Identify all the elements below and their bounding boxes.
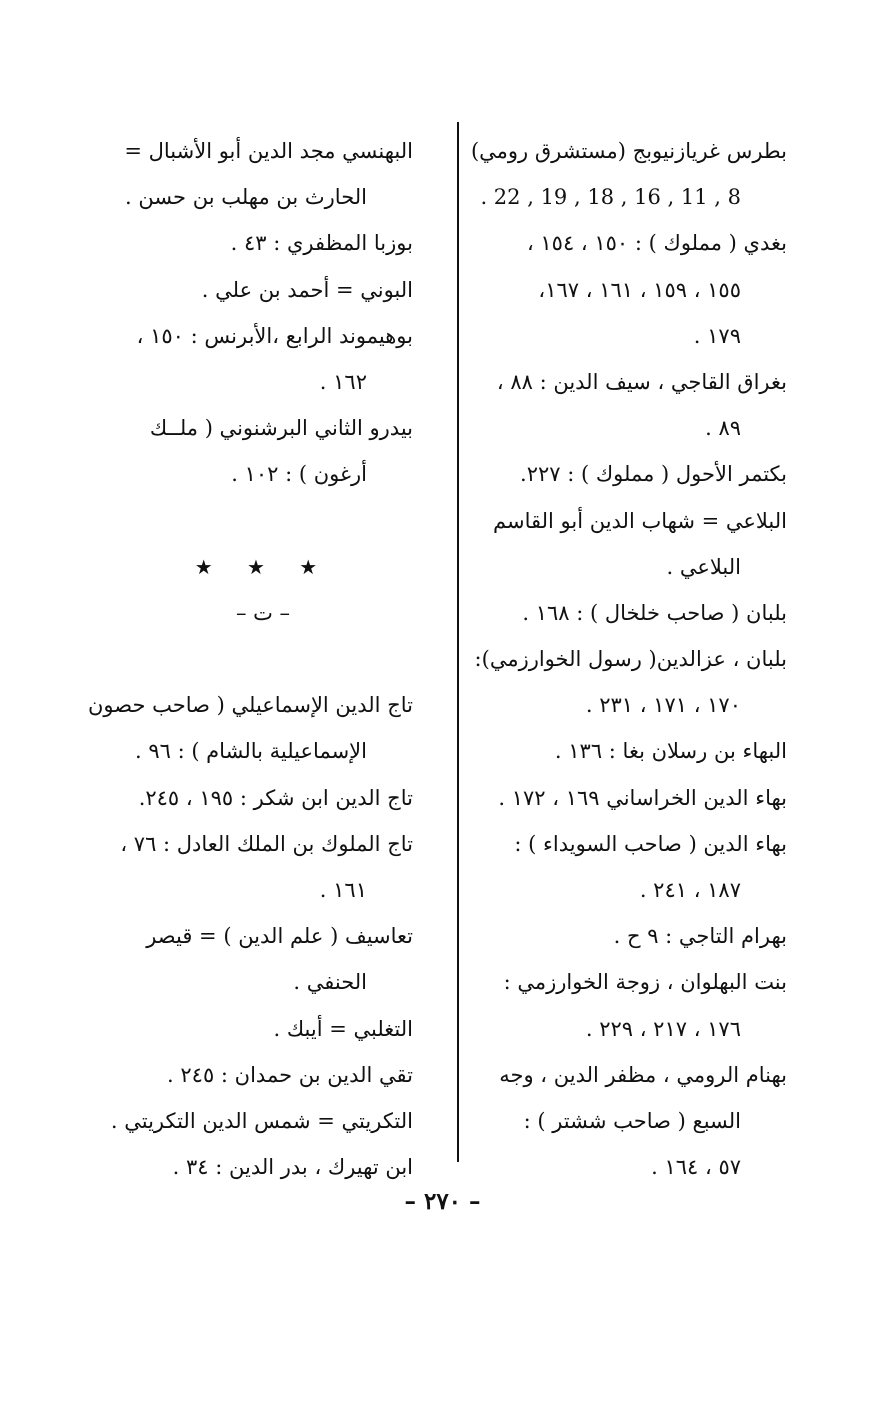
index-entry-line: ١٧٠ ، ١٧١ ، ٢٣١ . bbox=[585, 693, 741, 718]
index-entry-line: تعاسيف ( علم الدين ) = قيصر bbox=[146, 924, 413, 949]
blank-line bbox=[113, 498, 413, 544]
index-entry-line: ٥٧ ، ١٦٤ . bbox=[651, 1155, 741, 1180]
index-entry-line: ١٥٥ ، ١٥٩ ، ١٦١ ، ١٦٧، bbox=[538, 277, 741, 302]
index-entry-line: البوني = أحمد بن علي . bbox=[201, 277, 413, 302]
index-entry-line: بلبان ، عزالدين( رسول الخوارزمي): bbox=[474, 647, 787, 672]
index-entry-line: ١٦٢ . bbox=[319, 369, 367, 394]
index-entry-line: السبع ( صاحب ششتر ) : bbox=[523, 1108, 741, 1133]
index-entry-line: الحارث بن مهلب بن حسن . bbox=[124, 185, 367, 210]
index-entry-line: تقي الدين بن حمدان : ٢٤٥ . bbox=[167, 1062, 413, 1087]
index-entry-line: ١٨٧ ، ٢٤١ . bbox=[639, 878, 741, 902]
index-entry-line: بكتمر الأحول ( مملوك ) : ٢٢٧. bbox=[520, 462, 787, 487]
index-entry-line: الإسماعيلية بالشام ) : ٩٦ . bbox=[134, 739, 367, 764]
index-entry-line: البهنسي مجد الدين أبو الأشبال = bbox=[124, 139, 413, 163]
index-entry-line: بغراق القاجي ، سيف الدين : ٨٨ ، bbox=[496, 369, 787, 394]
page-number: – ٢٧٠ – bbox=[404, 1188, 481, 1215]
index-entry-line: بهاء الدين ( صاحب السويداء ) : bbox=[514, 831, 787, 856]
index-entry-line: ١٧٩ . bbox=[693, 323, 741, 348]
index-entry-line: بهاء الدين الخراساني ١٦٩ ، ١٧٢ . bbox=[498, 785, 787, 810]
index-entry-line: بهنام الرومي ، مظفر الدين ، وجه bbox=[499, 1062, 787, 1087]
index-entry-line: تاج الملوك بن الملك العادل : ٧٦ ، bbox=[120, 831, 413, 856]
index-entry-line: 8 , 11 , 16 , 18 , 19 , 22 . bbox=[480, 185, 741, 210]
index-entry-line: بهرام التاجي : ٩ ح . bbox=[613, 924, 787, 949]
index-entry-line: البهاء بن رسلان بغا : ١٣٦ . bbox=[554, 739, 787, 764]
index-column-right bbox=[452, 128, 787, 1180]
index-entry-line: البلاعي . bbox=[666, 554, 741, 579]
index-entry-line: بغدي ( مملوك ) : ١٥٠ ، ١٥٤ ، bbox=[526, 231, 787, 256]
index-entry-line: التكريتي = شمس الدين التكريتي . bbox=[110, 1108, 413, 1133]
index-entry-line: بنت البهلوان ، زوجة الخوارزمي : bbox=[503, 970, 787, 995]
index-entry-line: بوهيموند الرابع ،الأبرنس : ١٥٠ ، bbox=[136, 323, 413, 348]
index-entry-line: تاج الدين ابن شكر : ١٩٥ ، ٢٤٥. bbox=[138, 785, 413, 810]
section-ornament: ★ ★ ★ bbox=[194, 554, 332, 579]
index-entry-line: ابن تهيرك ، بدر الدين : ٣٤ . bbox=[172, 1155, 413, 1180]
index-entry-line: أرغون ) : ١٠٢ . bbox=[231, 462, 367, 487]
index-entry-line: ١٧٦ ، ٢١٧ ، ٢٢٩ . bbox=[585, 1016, 741, 1041]
index-entry-line: ٨٩ . bbox=[705, 416, 741, 441]
index-entry-line: تاج الدين الإسماعيلي ( صاحب حصون bbox=[87, 693, 413, 718]
blank-line bbox=[113, 636, 413, 682]
index-entry-line: بلبان ( صاحب خلخال ) : ١٦٨ . bbox=[522, 600, 787, 625]
index-column-left bbox=[87, 128, 413, 1180]
index-entry-line: ١٦١ . bbox=[319, 878, 367, 902]
index-entry-line: التغلبي = أيبك . bbox=[273, 1016, 413, 1041]
index-entry-line: بيدرو الثاني البرشنوني ( ملــك bbox=[149, 416, 413, 441]
column-divider bbox=[457, 122, 459, 1162]
index-entry-line: الحنفي . bbox=[293, 970, 367, 995]
section-letter-heading: – ت – bbox=[235, 600, 291, 625]
index-entry-line: البلاعي = شهاب الدين أبو القاسم bbox=[493, 508, 787, 533]
index-entry-line: بطرس غريازنيوبج (مستشرق رومي) bbox=[470, 139, 787, 163]
index-entry-line: بوزبا المظفري : ٤٣ . bbox=[230, 231, 413, 256]
